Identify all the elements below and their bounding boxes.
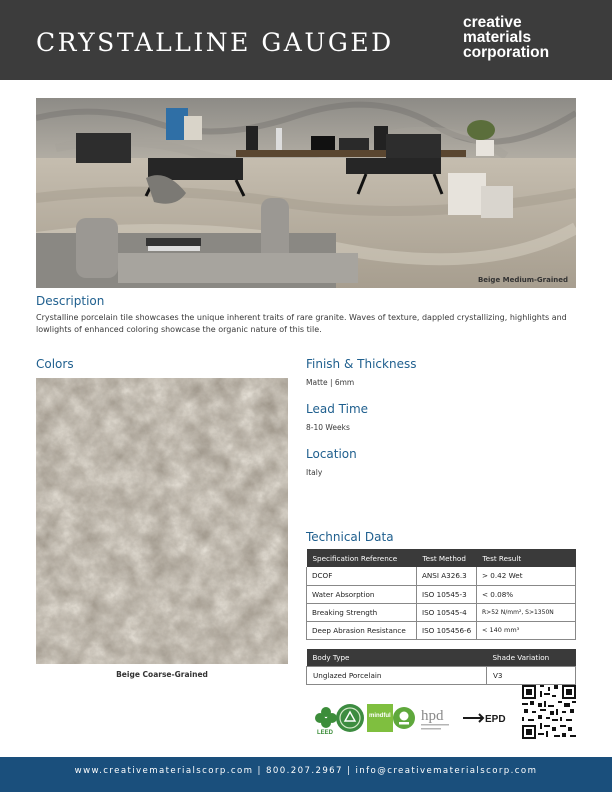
colors-heading: Colors <box>36 357 74 371</box>
svg-text:LEED: LEED <box>317 730 334 736</box>
brand-line-2: materials <box>463 29 532 46</box>
table-header-row <box>307 549 576 567</box>
qr-code[interactable] <box>522 685 576 739</box>
finish-heading: Finish & Thickness <box>306 357 417 371</box>
brand-line-1: creative <box>463 14 522 31</box>
green-seal-logo <box>393 707 415 729</box>
epd-label: EPD <box>485 714 506 725</box>
brand-line-3: corporation <box>463 44 550 61</box>
cert-logo-row <box>313 700 523 736</box>
table-cell: ISO 105456-6 <box>417 621 477 639</box>
hpd-label: hpd <box>421 708 444 724</box>
technical-data-table <box>306 549 576 640</box>
table-cell: < 0.08% <box>477 585 576 603</box>
swatch-caption: Beige Coarse-Grained <box>116 670 208 679</box>
lead-time-value: 8-10 Weeks <box>306 423 350 432</box>
table-cell: ANSI A326.3 <box>417 567 477 585</box>
table-cell: Deep Abrasion Resistance <box>307 621 417 639</box>
finish-value: Matte | 6mm <box>306 378 355 387</box>
certification-logos <box>313 700 523 736</box>
table-row <box>307 603 576 621</box>
swatch-texture <box>36 378 288 664</box>
description-text: Crystalline porcelain tile showcases the unique inherent traits of rare granite. Waves of texture, dappled crystallizing, highlights and lowlights of enhanced coloring showcase the organic nature of this tile. <box>36 313 567 334</box>
table-cell: Water Absorption <box>307 585 417 603</box>
column-header: Shade Variation <box>487 649 576 666</box>
table-row <box>307 585 576 603</box>
recycle-seal-logo <box>336 704 364 732</box>
color-swatch-image <box>36 378 288 664</box>
hero-room-photo <box>36 98 576 288</box>
table-row <box>307 666 576 684</box>
mindful-logo <box>367 704 393 732</box>
footer-contact[interactable]: www.creativematerialscorp.com | 800.207.2967 | info@creativematerialscorp.com <box>0 760 612 792</box>
hero-caption: Beige Medium-Grained <box>477 276 568 284</box>
product-title: CRYSTALLINE GAUGED <box>36 28 394 57</box>
hpd-logo <box>421 708 449 730</box>
table-cell: DCOF <box>307 567 417 585</box>
mindful-label: mindful <box>369 713 391 719</box>
hero-illustration <box>36 98 576 288</box>
column-header: Specification Reference <box>307 549 417 567</box>
table-row <box>307 567 576 585</box>
table-cell: Unglazed Porcelain <box>307 666 487 684</box>
qr-code-graphic <box>522 685 576 739</box>
column-header: Body Type <box>307 649 487 666</box>
body-type-table <box>306 649 576 685</box>
table-cell: R>52 N/mm², S>1350N <box>477 603 576 621</box>
column-header: Test Result <box>477 549 576 567</box>
technical-data-heading: Technical Data <box>306 530 394 544</box>
brand-logo <box>463 15 549 60</box>
table-cell: Breaking Strength <box>307 603 417 621</box>
table-cell: V3 <box>487 666 576 684</box>
header-bar <box>0 0 612 80</box>
table-cell: > 0.42 Wet <box>477 567 576 585</box>
column-header: Test Method <box>417 549 477 567</box>
epd-logo <box>463 714 506 725</box>
location-heading: Location <box>306 447 357 461</box>
leed-logo <box>315 707 337 736</box>
table-cell: ISO 10545-4 <box>417 603 477 621</box>
lead-time-heading: Lead Time <box>306 402 369 416</box>
table-cell: ISO 10545-3 <box>417 585 477 603</box>
table-row <box>307 621 576 639</box>
description-heading: Description <box>36 294 105 308</box>
location-value: Italy <box>306 468 323 477</box>
table-cell: < 140 mm³ <box>477 621 576 639</box>
table-header-row <box>307 649 576 666</box>
